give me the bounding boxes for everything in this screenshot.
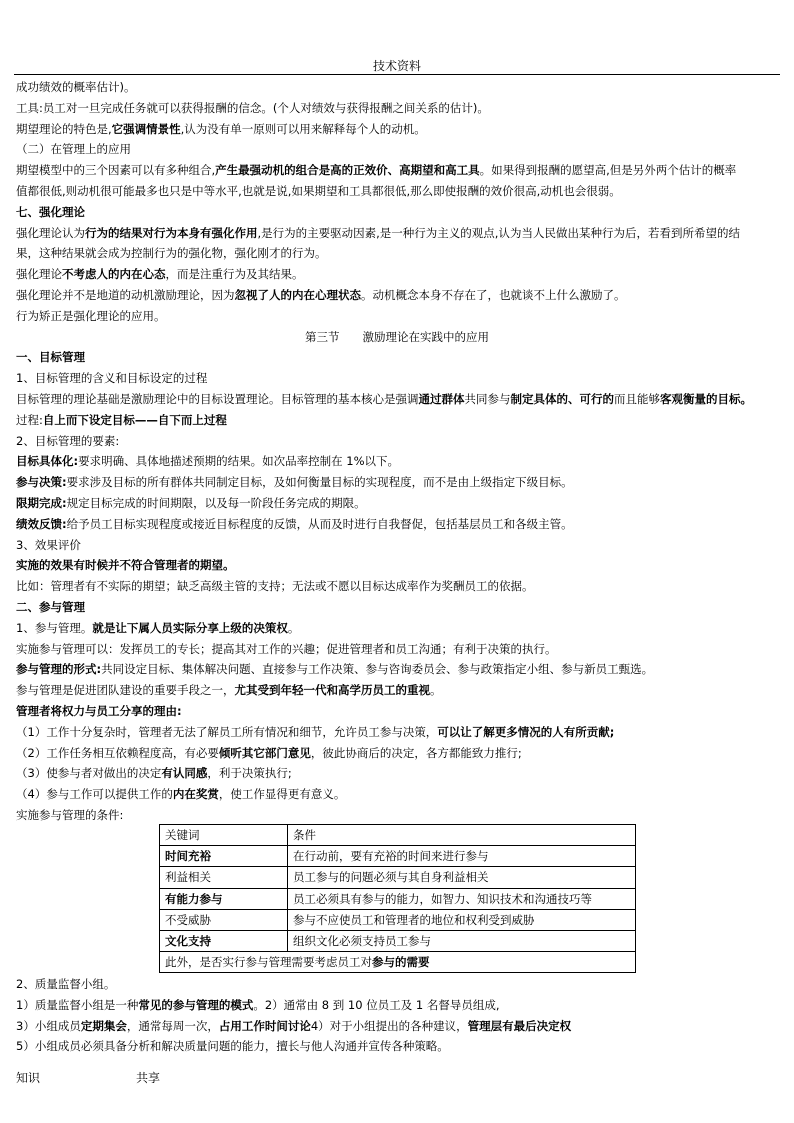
table-row [160, 867, 636, 888]
text-line [16, 763, 778, 784]
text-run: 果，这种结果就会成为控制行为的强化物，强化刚才的行为。 [16, 246, 327, 261]
text-line [16, 743, 778, 764]
text-run: ,是行为的主要驱动因素,是一种行为主义的观点,认为当人民做出某种行为后，若看到所希望的结 [257, 225, 740, 240]
emphasis-text: 尤其受到年轻一代和高学历员工的重视 [234, 683, 430, 698]
emphasis-text: 参与决策: [16, 475, 67, 490]
emphasis-text: 有认同感 [161, 766, 208, 781]
text-line [16, 576, 778, 597]
text-line [16, 389, 778, 410]
quality-circle-section [16, 974, 778, 1057]
text-line [16, 680, 778, 701]
emphasis-text: 定期集会 [80, 1018, 127, 1033]
footer-left-text: 知识 [16, 1071, 41, 1085]
emphasis-text: 常见的参与管理的模式 [138, 997, 254, 1012]
text-run: 行为矫正是强化理论的应用。 [16, 308, 166, 323]
table-cell-condition: 参与不应使员工和管理者的地位和权利受到威胁 [288, 909, 636, 930]
emphasis-text: 占用工作时间讨论 [218, 1018, 311, 1033]
text-line [16, 451, 778, 472]
text-line [16, 285, 778, 306]
text-run: 期望模型中的三个因素可以有多种组合, [16, 163, 216, 178]
emphasis-text: 七、强化理论 [16, 204, 85, 219]
text-run: 。动机概念本身不存在了，也就谈不上什么激励了。 [361, 287, 626, 302]
text-line [16, 701, 778, 722]
text-run: 。2）通常由 8 到 10 位员工及 1 名督导员组成, [253, 997, 500, 1012]
table-cell-keyword [160, 888, 288, 909]
table-row [160, 888, 636, 909]
text-line [16, 160, 778, 181]
text-line [16, 347, 778, 368]
table-footer-cell [160, 952, 636, 973]
text-run: 1）质量监督小组是一种 [16, 997, 139, 1012]
text-line [16, 223, 778, 244]
text-run: 2、质量监督小组。 [16, 977, 116, 991]
emphasis-text: 通过群体 [418, 391, 465, 406]
text-line [16, 722, 778, 743]
emphasis-text: 参与管理的形式: [16, 662, 102, 677]
table-row [160, 846, 636, 867]
participation-conditions-table [159, 824, 636, 973]
emphasis-text: 产生最强动机的组合是高的正效价、高期望和高工具 [215, 163, 480, 178]
text-line [16, 597, 778, 618]
table-header-row [160, 825, 636, 846]
text-run: 过程: [16, 412, 43, 427]
table-header-condition: 条件 [288, 825, 636, 846]
text-line [16, 514, 778, 535]
text-run: 目标管理的理论基础是激励理论中的目标设置理论。目标管理的基本核心是强调 [16, 391, 419, 406]
text-line [16, 98, 778, 119]
text-run: 1、参与管理。 [16, 620, 93, 635]
text-line [16, 535, 778, 556]
emphasis-text: 制定具体的、可行的 [510, 391, 614, 406]
text-run: 。 [287, 620, 300, 635]
emphasis-text: 它强调情景性 [111, 121, 181, 136]
keyword-text: 有能力参与 [165, 891, 223, 906]
text-run: 强化理论 [16, 267, 62, 282]
text-run: （2）工作任务相互依赖程度高，有必要 [16, 745, 219, 760]
emphasis-text: 目标具体化: [16, 454, 79, 469]
text-run: 4）对于小组提出的各种建议， [310, 1018, 468, 1033]
text-run: ，利于决策执行; [207, 766, 292, 781]
text-line [16, 659, 778, 680]
text-run: 规定目标完成的时间期限，以及每一阶段任务完成的期限。 [66, 495, 366, 510]
text-line [16, 139, 778, 160]
text-run: 成功绩效的概率估计)。 [16, 80, 136, 94]
text-run: 3、效果评价 [16, 537, 81, 552]
text-run: ，而是注重行为及其结果。 [165, 267, 304, 282]
text-run: 1、目标管理的含义和目标设定的过程 [16, 371, 208, 386]
text-run: 给予员工目标实现程度或接近目标程度的反馈，从而及时进行自我督促，包括基层员工和各级主管。 [66, 516, 573, 531]
text-line [16, 202, 778, 223]
text-run: 第三节 激励理论在实践中的应用 [305, 329, 489, 344]
keyword-text: 利益相关 [165, 870, 211, 885]
table-cell-condition: 员工必须具有参与的能力，如智力、知识技术和沟通技巧等 [288, 888, 636, 909]
text-run: ，彼此协商后的决定，各方都能致力推行; [310, 745, 522, 760]
section-heading [16, 327, 778, 348]
text-line [16, 618, 778, 639]
text-line [16, 1016, 778, 1037]
emphasis-text: 实施的效果有时候并不符合管理者的期望。 [16, 558, 235, 573]
text-line [16, 639, 778, 660]
text-line [16, 974, 778, 995]
emphasis-text: 管理层有最后决定权 [467, 1018, 572, 1033]
emphasis-text: 倾听其它部门意见 [218, 745, 311, 760]
document-body [16, 77, 778, 826]
text-run: （1）工作十分复杂时，管理者无法了解员工所有情况和细节，允许员工参与决策， [16, 724, 438, 739]
table-cell-condition: 在行动前，要有充裕的时间来进行参与 [288, 846, 636, 867]
keyword-text: 时间充裕 [165, 849, 211, 864]
emphasis-text: 忽视了人的内在心理状态 [234, 287, 361, 302]
keyword-text: 不受威胁 [165, 912, 211, 927]
text-run: 。 [430, 683, 442, 698]
text-run: 强化理论认为 [16, 225, 85, 240]
page-footer [16, 1069, 160, 1086]
text-run: 2、目标管理的要素: [16, 433, 120, 448]
text-line [16, 472, 778, 493]
text-run: 共同参与 [464, 391, 511, 406]
text-line [16, 181, 778, 202]
text-run: ，使工作显得更有意义。 [218, 787, 346, 802]
footer-right-text: 共享 [136, 1071, 161, 1085]
text-line [16, 368, 778, 389]
text-line [16, 264, 778, 285]
text-line [16, 410, 778, 431]
emphasis-text: 行为的结果对行为本身有强化作用 [85, 225, 258, 240]
emphasis-text: 绩效反馈: [16, 516, 67, 531]
text-run: 实施参与管理的条件: [16, 807, 124, 822]
emphasis-text: 就是让下属人员实际分享上级的决策权 [92, 620, 288, 635]
text-run: 此外，是否实行参与管理需要考虑员工对 [165, 955, 372, 970]
emphasis-text: 不考虑人的内在心态 [62, 267, 166, 282]
text-run: 5）小组成员必须具备分析和解决质量问题的能力，擅长与他人沟通并宣传各种策略。 [16, 1039, 449, 1054]
table-row [160, 909, 636, 930]
text-run: 比如：管理者有不实际的期望；缺乏高级主管的支持；无法或不愿以目标达成率作为奖酬员工的依据。 [16, 579, 534, 594]
text-line [16, 805, 778, 826]
text-run: （3）使参与者对做出的决定 [16, 766, 162, 781]
emphasis-text: 客观衡量的目标。 [660, 391, 752, 406]
text-line [16, 431, 778, 452]
table-footer-row [160, 952, 636, 973]
text-run: 要求涉及目标的所有群体共同制定目标，及如何衡量目标的实现程度，而不是由上级指定下级目标。 [66, 475, 573, 490]
table-cell-keyword [160, 867, 288, 888]
text-run: 而且能够 [614, 391, 660, 406]
text-line [16, 1036, 778, 1057]
text-run: 要求明确、具体地描述预期的结果。如次品率控制在 1%以下。 [78, 454, 400, 469]
page-header-title: 技术资料 [372, 59, 421, 73]
text-run: 强化理论并不是地道的动机激励理论，因为 [16, 287, 235, 302]
text-run: ,认为没有单一原则可以用来解释每个人的动机。 [180, 121, 426, 136]
text-line [16, 77, 778, 98]
header-divider [14, 74, 780, 75]
text-run: 参与管理是促进团队建设的重要手段之一， [16, 683, 235, 698]
emphasis-text: 自上而下设定目标——自下而上过程 [42, 412, 227, 427]
keyword-text: 文化支持 [165, 934, 211, 949]
text-run: 共同设定目标、集体解决问题、直接参与工作决策、参与咨询委员会、参与政策指定小组、参与新员工甄选。 [101, 662, 654, 677]
table-row [160, 930, 636, 951]
emphasis-text: 二、参与管理 [16, 599, 85, 614]
table-cell-condition: 组织文化必须支持员工参与 [288, 930, 636, 951]
text-line [16, 995, 778, 1016]
text-run: 工具:员工对一旦完成任务就可以获得报酬的信念。(个人对绩效与获得报酬之间关系的估计)。 [16, 100, 489, 115]
text-line [16, 555, 778, 576]
table-cell-keyword [160, 930, 288, 951]
text-run: （4）参与工作可以提供工作的 [16, 787, 173, 802]
text-run: 值都很低,则动机很可能最多也只是中等水平,也就是说,如果期望和工具都很低,那么即使报酬的效价很高,动机也会很弱。 [16, 183, 621, 198]
text-run: 实施参与管理可以：发挥员工的专长；提高其对工作的兴趣；促进管理者和员工沟通；有利于决策的执行。 [16, 641, 557, 656]
text-run: ，通常每周一次， [126, 1018, 219, 1033]
text-run: 期望理论的特色是, [16, 121, 112, 136]
text-line [16, 243, 778, 264]
table-header-keyword: 关键词 [160, 825, 288, 846]
text-run: （二）在管理上的应用 [16, 142, 131, 157]
text-run: 3）小组成员 [16, 1018, 81, 1033]
table-cell-keyword [160, 846, 288, 867]
text-line [16, 784, 778, 805]
emphasis-text: 管理者将权力与员工分享的理由: [16, 703, 182, 718]
emphasis-text: 限期完成: [16, 495, 67, 510]
text-run: 。如果得到报酬的愿望高,但是另外两个估计的概率 [479, 163, 737, 178]
text-line [16, 119, 778, 140]
text-line [16, 493, 778, 514]
text-line [16, 306, 778, 327]
emphasis-text: 内在奖赏 [172, 787, 219, 802]
emphasis-text: 一、目标管理 [16, 350, 85, 365]
table-cell-keyword [160, 909, 288, 930]
table-cell-condition: 员工参与的问题必须与其自身利益相关 [288, 867, 636, 888]
emphasis-text: 参与的需要 [372, 955, 430, 970]
emphasis-text: 可以让了解更多情况的人有所贡献; [437, 724, 615, 739]
